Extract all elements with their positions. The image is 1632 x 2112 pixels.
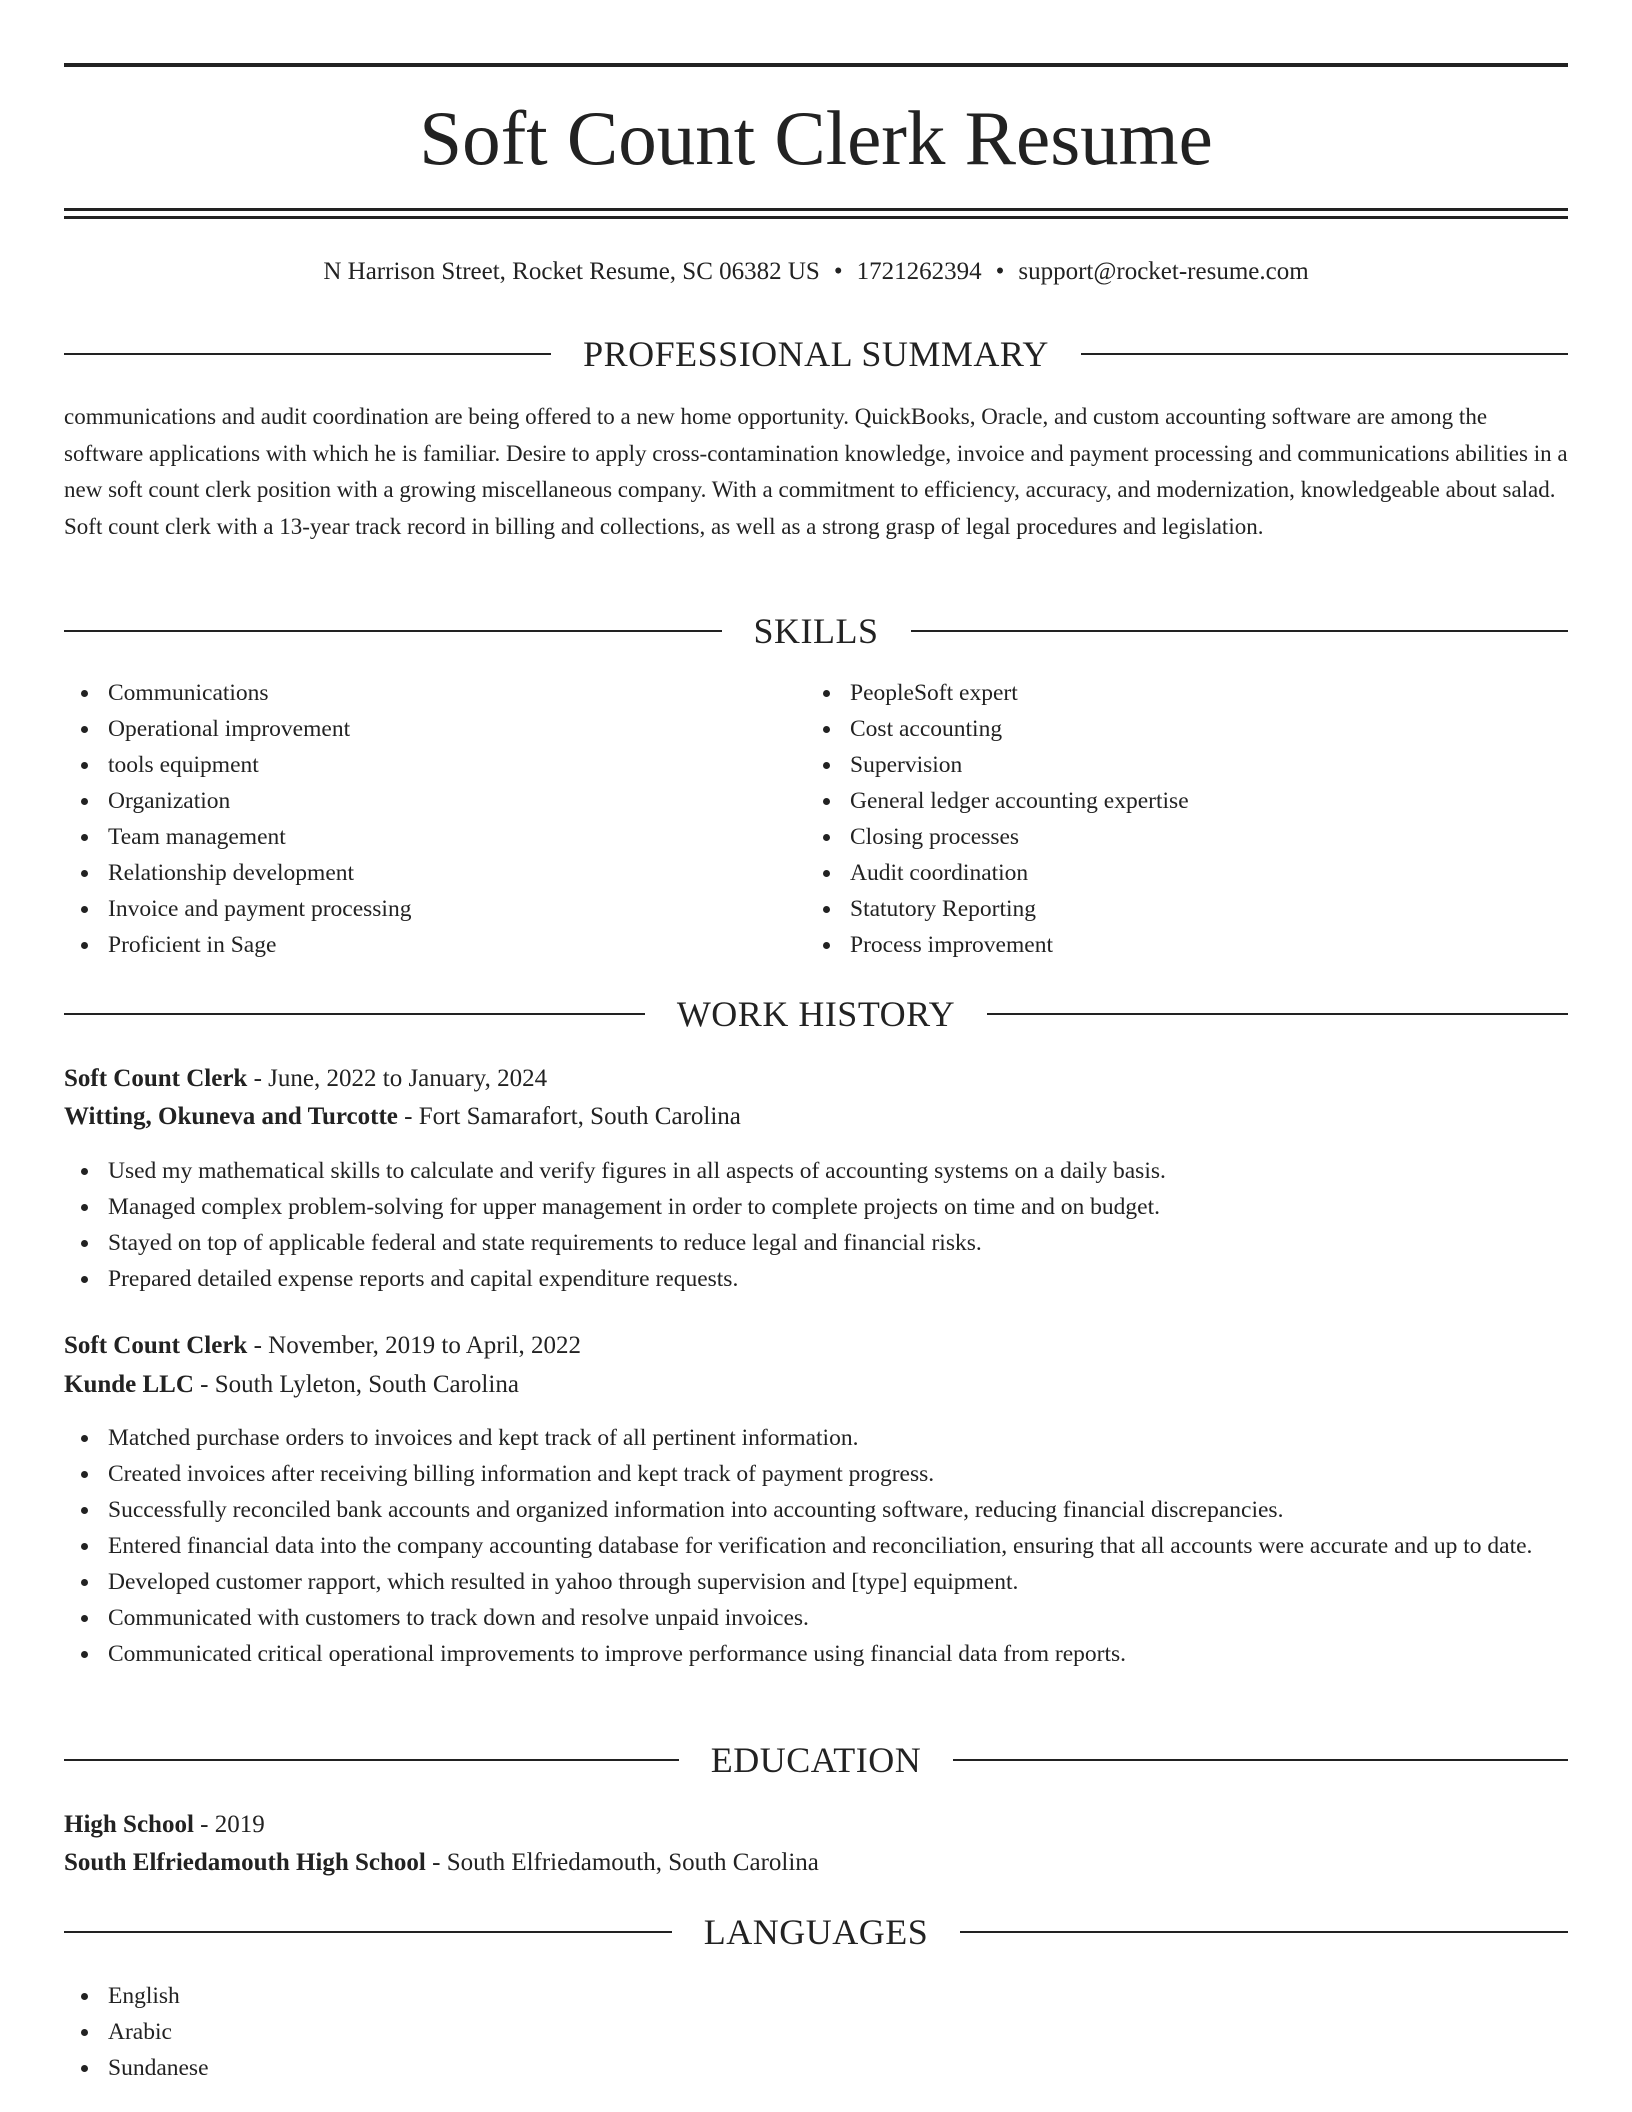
- contact-phone: 1721262394: [856, 258, 982, 285]
- title-rule-upper: [64, 208, 1568, 211]
- section-rule-right: [1081, 353, 1568, 355]
- job-bullet: Created invoices after receiving billing information and kept track of payment progress.: [64, 1456, 1568, 1492]
- skill-item: Statutory Reporting: [806, 891, 1566, 927]
- education-location: - South Elfriedamouth, South Carolina: [432, 1849, 819, 1876]
- skill-item: Proficient in Sage: [64, 927, 764, 963]
- languages-list: [64, 1978, 209, 2086]
- job-company: Witting, Okuneva and Turcotte: [64, 1103, 398, 1130]
- work-heading: WORK HISTORY: [676, 994, 956, 1034]
- job-bullet: Entered financial data into the company accounting database for verification and reconciliation, ensuring that all accounts were accurate and up to date.: [64, 1528, 1568, 1564]
- contact-address: N Harrison Street, Rocket Resume, SC 06382 US: [323, 258, 820, 285]
- job-bullet: Used my mathematical skills to calculate and verify figures in all aspects of accounting systems on a daily basis.: [64, 1153, 1568, 1189]
- language-item: Sundanese: [64, 2050, 209, 2086]
- education-degree-line: [64, 1806, 1568, 1844]
- languages-section-header: [64, 1910, 1568, 1954]
- job-bullet: Communicated with customers to track down and resolve unpaid invoices.: [64, 1600, 1568, 1636]
- education-school-line: [64, 1844, 1568, 1882]
- skill-item: tools equipment: [64, 747, 764, 783]
- education-section-header: [64, 1738, 1568, 1782]
- job-bullets: [64, 1420, 1568, 1672]
- section-rule-left: [64, 1931, 672, 1933]
- skill-item: Team management: [64, 819, 764, 855]
- skills-list-right: [806, 675, 1566, 963]
- skills-heading: SKILLS: [753, 611, 879, 651]
- skill-item: Organization: [64, 783, 764, 819]
- skill-item: Invoice and payment processing: [64, 891, 764, 927]
- skill-item: Supervision: [806, 747, 1566, 783]
- work-section-header: [64, 992, 1568, 1036]
- skill-item: Relationship development: [64, 855, 764, 891]
- skills-list-left: [64, 675, 764, 963]
- section-rule-left: [64, 353, 551, 355]
- job-company: Kunde LLC: [64, 1371, 194, 1398]
- skill-item: Audit coordination: [806, 855, 1566, 891]
- top-rule: [64, 63, 1568, 67]
- language-item: Arabic: [64, 2014, 209, 2050]
- section-rule-left: [64, 1013, 645, 1015]
- skill-item: General ledger accounting expertise: [806, 783, 1566, 819]
- skill-item: Closing processes: [806, 819, 1566, 855]
- skill-item: PeopleSoft expert: [806, 675, 1566, 711]
- contact-email: support@rocket-resume.com: [1018, 258, 1309, 285]
- job-title: Soft Count Clerk: [64, 1332, 248, 1359]
- summary-heading: PROFESSIONAL SUMMARY: [583, 334, 1049, 374]
- job-bullet: Managed complex problem-solving for upper management in order to complete projects on time and on budget.: [64, 1189, 1568, 1225]
- job-title-line: [64, 1060, 1568, 1098]
- job-dates: - November, 2019 to April, 2022: [253, 1332, 582, 1359]
- contact-separator: •: [995, 258, 1005, 285]
- skill-item: Operational improvement: [64, 711, 764, 747]
- resume-title: Soft Count Clerk Resume: [419, 95, 1213, 181]
- job-dates: - June, 2022 to January, 2024: [253, 1065, 548, 1092]
- job-bullet: Communicated critical operational improvements to improve performance using financial data from reports.: [64, 1636, 1568, 1672]
- summary-text: communications and audit coordination are being offered to a new home opportunity. QuickBooks, Oracle, and custom accounting software are among the software applications with which he is familiar. Desire to apply cross-contamination knowledge, invoice and payment processing and communications abilities in a new soft count clerk position with a growing miscellaneous company. With a commitment to efficiency, accuracy, and modernization, knowledgeable about salad. Soft count clerk with a 13-year track record in billing and collections, as well as a strong grasp of legal procedures and legislation.: [64, 404, 1568, 539]
- job-title-line: [64, 1327, 1568, 1365]
- job-bullet: Developed customer rapport, which resulted in yahoo through supervision and [type] equipment.: [64, 1564, 1568, 1600]
- education-year: - 2019: [200, 1811, 265, 1838]
- job-company-line: [64, 1366, 1568, 1404]
- skill-item: Communications: [64, 675, 764, 711]
- summary-section-header: [64, 332, 1568, 376]
- section-rule-right: [987, 1013, 1568, 1015]
- section-rule-right: [953, 1759, 1568, 1761]
- job-company-line: [64, 1098, 1568, 1136]
- language-item: English: [64, 1978, 209, 2014]
- title-rule-lower: [64, 216, 1568, 219]
- job-bullet: Stayed on top of applicable federal and state requirements to reduce legal and financial risks.: [64, 1225, 1568, 1261]
- job-bullet: Successfully reconciled bank accounts and organized information into accounting software, reducing financial discrepancies.: [64, 1492, 1568, 1528]
- skills-section-header: [64, 609, 1568, 653]
- job-bullet: Matched purchase orders to invoices and kept track of all pertinent information.: [64, 1420, 1568, 1456]
- contact-separator: •: [833, 258, 843, 285]
- section-rule-right: [960, 1931, 1568, 1933]
- education-heading: EDUCATION: [710, 1740, 922, 1780]
- job-title: Soft Count Clerk: [64, 1065, 248, 1092]
- job-location: - Fort Samarafort, South Carolina: [404, 1103, 741, 1130]
- skill-item: Process improvement: [806, 927, 1566, 963]
- job-bullet: Prepared detailed expense reports and capital expenditure requests.: [64, 1261, 1568, 1297]
- section-rule-left: [64, 630, 722, 632]
- job-location: - South Lyleton, South Carolina: [200, 1371, 519, 1398]
- education-school: South Elfriedamouth High School: [64, 1849, 426, 1876]
- contact-line: [64, 254, 1568, 290]
- section-rule-left: [64, 1759, 679, 1761]
- education-degree: High School: [64, 1811, 194, 1838]
- skill-item: Cost accounting: [806, 711, 1566, 747]
- job-bullets: [64, 1153, 1568, 1297]
- languages-heading: LANGUAGES: [703, 1912, 929, 1952]
- section-rule-right: [911, 630, 1569, 632]
